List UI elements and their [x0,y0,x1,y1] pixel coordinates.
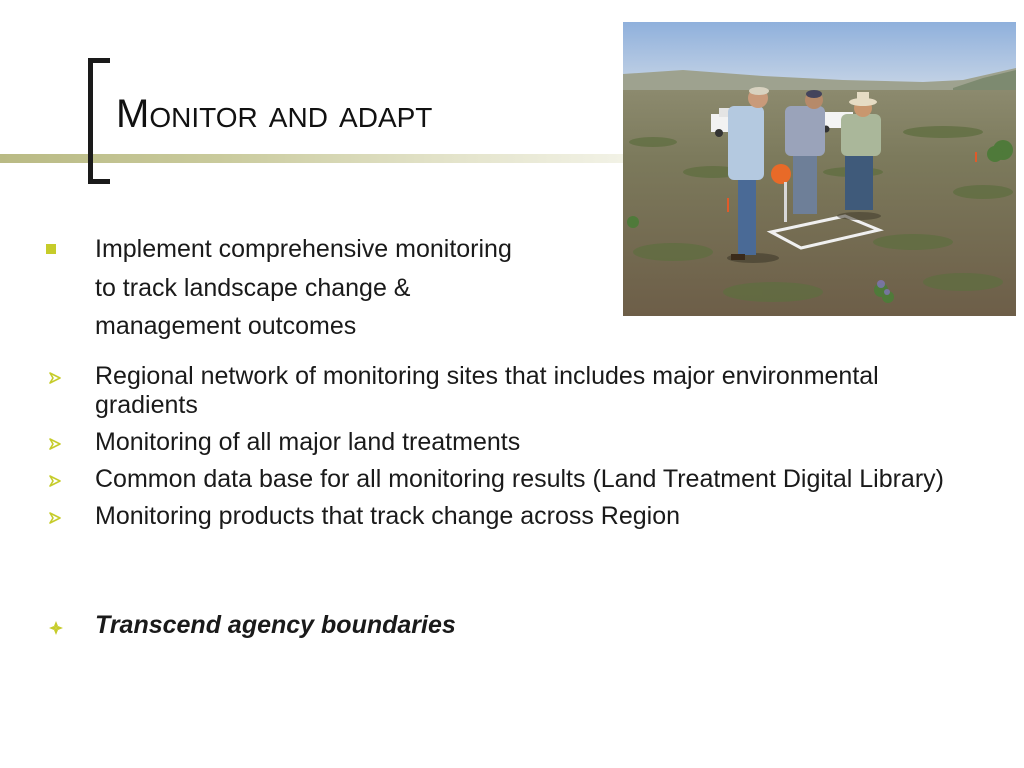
main-bullet-line-3: management outcomes [95,312,357,340]
arrow-bullet-icon [48,475,62,487]
list-item [46,362,986,420]
sub-bullet-text: Regional network of monitoring sites that includes major environmental gradients [95,362,879,419]
bracket-decoration [88,58,110,184]
arrow-bullet-icon [48,512,62,524]
main-bullet-line-1: Implement comprehensive monitoring [95,235,512,263]
list-item [46,428,986,457]
list-item [46,465,986,494]
slide-title: Monitor and adapt [116,92,433,136]
main-bullet-line-2: to track landscape change & [95,273,411,302]
field-monitoring-photo [623,22,1016,316]
arrow-bullet-icon [48,372,62,384]
sub-bullet-text: Monitoring of all major land treatments [95,428,521,456]
special-bullet-text: Transcend agency boundaries [95,611,456,639]
list-item [46,502,986,531]
square-bullet-icon [46,244,56,254]
diamond-bullet-icon [48,620,64,636]
sub-bullet-list [46,362,986,539]
sub-bullet-text: Monitoring products that track change across Region [95,502,681,530]
main-bullet-text [95,230,635,346]
sub-bullet-text: Common data base for all monitoring results (Land Treatment Digital Library) [95,465,944,493]
arrow-bullet-icon [48,438,62,450]
